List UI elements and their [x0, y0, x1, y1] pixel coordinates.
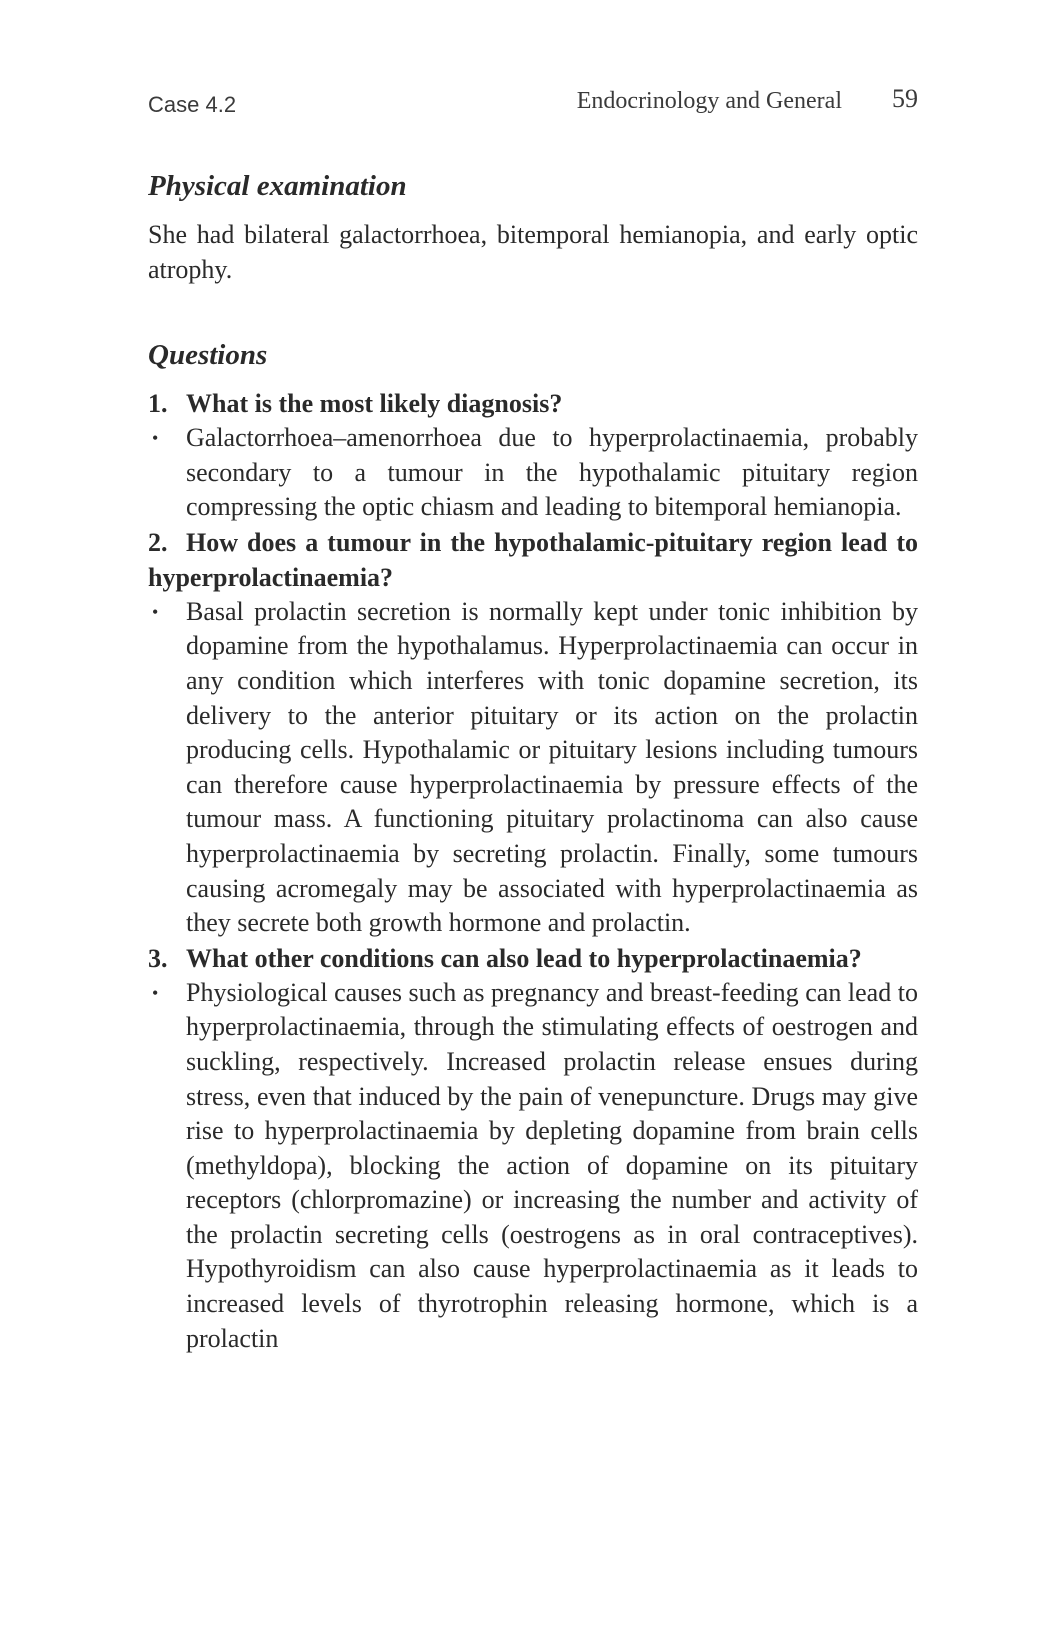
question-item	[148, 941, 918, 1357]
questions-heading: Questions	[148, 339, 268, 371]
question-number: 1.	[148, 389, 168, 418]
questions-list	[148, 386, 918, 1356]
running-header	[148, 82, 918, 122]
bullet-icon: •	[152, 982, 159, 1003]
page-number: 59	[892, 84, 918, 113]
question-text	[148, 386, 918, 421]
question-number: 3.	[148, 943, 168, 973]
answer-body: Physiological causes such as pregnancy and breast-feeding can lead to hyperprolactinaemia, through the stimulating effects of oestrogen and suckling, respectively. Increased prolactin release ensues during stress, even that induced by the pain of venepuncture. Drugs may give rise to hyperprolactinaemia by depleting dopamine from brain cells (methyldopa), blocking the action of dopamine on its pituitary receptors (chlorpromazine) or increasing the number and activity of the prolactin secreting cells (oestrogens as in oral contraceptives). Hypothyroidism can also cause hyperprolactinaemia as it leads to increased levels of thyrotrophin releasing hormone, which is a prolactin	[186, 977, 918, 1353]
physical-examination-text: She had bilateral galactorrhoea, bitemporal hemianopia, and early optic atrophy.	[148, 220, 918, 284]
question-label: What is the most likely diagnosis?	[186, 389, 563, 418]
question-text	[148, 525, 918, 595]
answer-text	[148, 595, 918, 941]
bullet-icon: •	[152, 601, 159, 622]
answer-body: Galactorrhoea–amenorrhoea due to hyperprolactinaemia, probably secondary to a tumour in the hypothalamic pituitary region compressing the optic chiasm and leading to bitemporal hemianopia.	[186, 423, 918, 522]
case-label: Case 4.2	[148, 92, 237, 117]
bullet-icon: •	[152, 428, 159, 448]
physical-examination-heading: Physical examination	[148, 170, 407, 202]
question-text	[148, 941, 918, 976]
question-item	[148, 525, 918, 941]
question-label: How does a tumour in the hypothalamic-pituitary region lead to hyperprolactinaemia?	[148, 527, 918, 592]
book-page	[148, 82, 918, 1356]
section-title: Endocrinology and General	[576, 88, 842, 114]
answer-body: Basal prolactin secretion is normally kept under tonic inhibition by dopamine from the hypothalamus. Hyperprolactinaemia can occur in any condition which interferes with tonic dopamine secretion, its delivery to the anterior pituitary or its action on the prolactin producing cells. Hypothalamic or pituitary lesions including tumours can therefore cause hyperprolactinaemia by pressure effects of the tumour mass. A functioning pituitary prolactinoma can also cause hyperprolactinaemia by secreting prolactin. Finally, some tumours causing acromegaly may be associated with hyperprolactinaemia as they secrete both growth hormone and prolactin.	[186, 596, 918, 938]
answer-text	[148, 421, 918, 525]
answer-text	[148, 976, 918, 1357]
question-number: 2.	[148, 527, 168, 557]
question-label: What other conditions can also lead to hyperprolactinaemia?	[186, 943, 862, 973]
question-item	[148, 386, 918, 525]
